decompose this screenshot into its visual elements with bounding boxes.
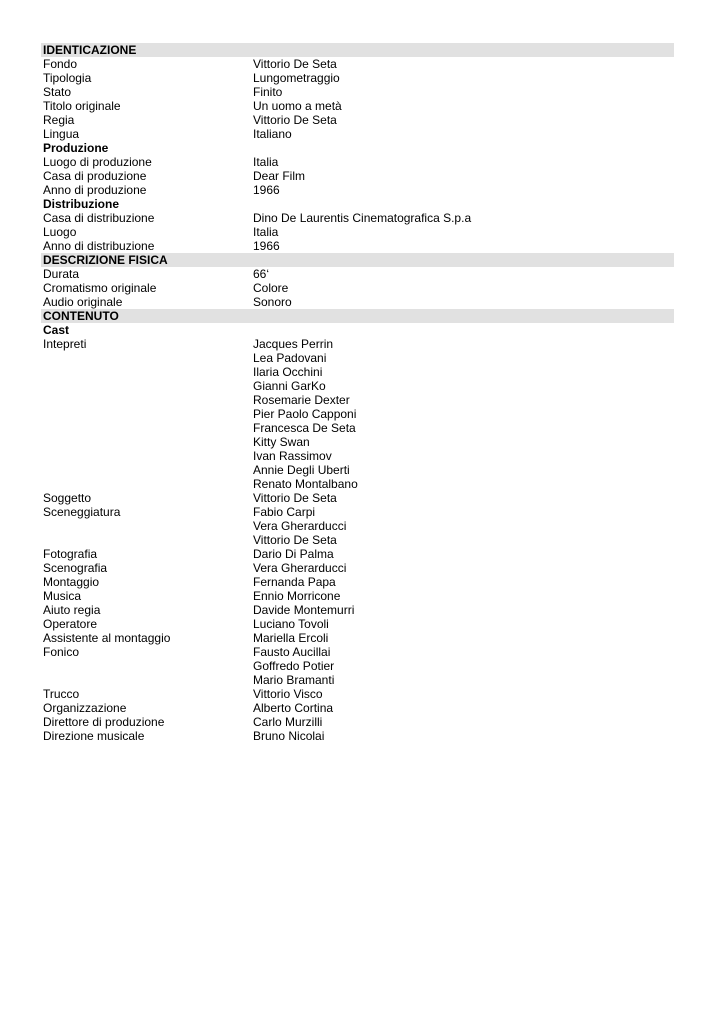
- field-value: Lungometraggio: [253, 71, 340, 85]
- field-label: Luogo di produzione: [43, 155, 152, 169]
- field-row: [41, 155, 674, 169]
- field-value: Vera Gherarducci: [253, 561, 347, 575]
- field-value: Dario Di Palma: [253, 547, 334, 561]
- field-label: Direttore di produzione: [43, 715, 165, 729]
- field-value: Ennio Morricone: [253, 589, 341, 603]
- field-row: [41, 449, 674, 463]
- field-label: Organizzazione: [43, 701, 127, 715]
- field-value: 1966: [253, 183, 280, 197]
- field-row: [41, 169, 674, 183]
- field-value: Italiano: [253, 127, 292, 141]
- field-label: Lingua: [43, 127, 80, 141]
- field-value: Fabio Carpi: [253, 505, 316, 519]
- field-value: Vera Gherarducci: [253, 519, 347, 533]
- field-value: Vittorio Visco: [253, 687, 323, 701]
- field-row: [41, 463, 674, 477]
- field-value: Pier Paolo Capponi: [253, 407, 357, 421]
- field-row: [41, 603, 674, 617]
- section-header: [41, 43, 674, 57]
- field-row: [41, 729, 674, 743]
- field-label: Regia: [43, 113, 75, 127]
- field-row: [41, 239, 674, 253]
- field-row: [41, 365, 674, 379]
- field-row: [41, 575, 674, 589]
- field-row: [41, 617, 674, 631]
- field-row: [41, 435, 674, 449]
- section-header: [41, 253, 674, 267]
- field-row: [41, 337, 674, 351]
- field-row: [41, 701, 674, 715]
- field-label: Casa di distribuzione: [43, 211, 155, 225]
- field-label: Casa di produzione: [43, 169, 147, 183]
- field-value: Ivan Rassimov: [253, 449, 332, 463]
- field-row: [41, 85, 674, 99]
- field-label: Tipologia: [43, 71, 92, 85]
- field-value: Luciano Tovoli: [253, 617, 329, 631]
- section-title: IDENTICAZIONE: [43, 43, 137, 57]
- field-value: Finito: [253, 85, 283, 99]
- section-header: [41, 309, 674, 323]
- field-label: Audio originale: [43, 295, 123, 309]
- field-row: [41, 673, 674, 687]
- field-value: Renato Montalbano: [253, 477, 358, 491]
- field-label: Montaggio: [43, 575, 100, 589]
- field-value: Bruno Nicolai: [253, 729, 325, 743]
- subsection-header: [41, 323, 674, 337]
- field-row: [41, 491, 674, 505]
- field-value: Vittorio De Seta: [253, 533, 337, 547]
- field-row: [41, 281, 674, 295]
- field-label: Aiuto regia: [43, 603, 101, 617]
- field-row: [41, 421, 674, 435]
- subsection-title: Cast: [43, 323, 70, 337]
- field-value: Annie Degli Uberti: [253, 463, 350, 477]
- field-row: [41, 295, 674, 309]
- field-row: [41, 379, 674, 393]
- field-label: Trucco: [43, 687, 80, 701]
- field-label: Durata: [43, 267, 80, 281]
- field-label: Soggetto: [43, 491, 92, 505]
- field-row: [41, 407, 674, 421]
- field-label: Intepreti: [43, 337, 87, 351]
- field-value: Jacques Perrin: [253, 337, 334, 351]
- field-label: Luogo: [43, 225, 77, 239]
- field-row: [41, 505, 674, 519]
- field-row: [41, 57, 674, 71]
- field-label: Titolo originale: [43, 99, 121, 113]
- field-row: [41, 183, 674, 197]
- field-value: Mariella Ercoli: [253, 631, 329, 645]
- field-label: Anno di produzione: [43, 183, 147, 197]
- field-row: [41, 533, 674, 547]
- field-value: 66‘: [253, 267, 270, 281]
- field-value: Un uomo a metà: [253, 99, 342, 113]
- field-value: Kitty Swan: [253, 435, 310, 449]
- field-row: [41, 267, 674, 281]
- field-label: Cromatismo originale: [43, 281, 157, 295]
- field-row: [41, 687, 674, 701]
- field-row: [41, 351, 674, 365]
- field-value: Italia: [253, 155, 279, 169]
- section-title: DESCRIZIONE FISICA: [43, 253, 168, 267]
- subsection-title: Produzione: [43, 141, 109, 155]
- field-row: [41, 477, 674, 491]
- field-value: Dear Film: [253, 169, 306, 183]
- field-value: Ilaria Occhini: [253, 365, 323, 379]
- field-value: Fernanda Papa: [253, 575, 336, 589]
- field-row: [41, 561, 674, 575]
- section-title: CONTENUTO: [43, 309, 119, 323]
- field-value: Rosemarie Dexter: [253, 393, 350, 407]
- field-label: Musica: [43, 589, 82, 603]
- field-value: Vittorio De Seta: [253, 113, 337, 127]
- field-value: Colore: [253, 281, 289, 295]
- subsection-header: [41, 197, 674, 211]
- field-label: Anno di distribuzione: [43, 239, 155, 253]
- field-value: Sonoro: [253, 295, 292, 309]
- field-row: [41, 631, 674, 645]
- field-value: Davide Montemurri: [253, 603, 355, 617]
- field-label: Assistente al montaggio: [43, 631, 171, 645]
- field-value: Vittorio De Seta: [253, 491, 337, 505]
- field-value: Gianni GarKo: [253, 379, 326, 393]
- field-row: [41, 113, 674, 127]
- field-value: Alberto Cortina: [253, 701, 334, 715]
- field-value: 1966: [253, 239, 280, 253]
- film-record-sheet: [41, 43, 674, 743]
- field-label: Operatore: [43, 617, 98, 631]
- field-row: [41, 547, 674, 561]
- field-row: [41, 519, 674, 533]
- field-row: [41, 211, 674, 225]
- field-value: Carlo Murzilli: [253, 715, 323, 729]
- field-label: Fondo: [43, 57, 78, 71]
- field-row: [41, 645, 674, 659]
- field-row: [41, 589, 674, 603]
- field-value: Dino De Laurentis Cinematografica S.p.a: [253, 211, 472, 225]
- field-row: [41, 225, 674, 239]
- field-label: Sceneggiatura: [43, 505, 121, 519]
- field-value: Lea Padovani: [253, 351, 327, 365]
- field-value: Fausto Aucillai: [253, 645, 331, 659]
- field-value: Italia: [253, 225, 279, 239]
- field-row: [41, 71, 674, 85]
- field-value: Mario Bramanti: [253, 673, 335, 687]
- field-value: Francesca De Seta: [253, 421, 356, 435]
- field-label: Stato: [43, 85, 72, 99]
- subsection-title: Distribuzione: [43, 197, 120, 211]
- field-row: [41, 715, 674, 729]
- field-row: [41, 393, 674, 407]
- field-label: Fotografia: [43, 547, 98, 561]
- field-row: [41, 659, 674, 673]
- field-label: Fonico: [43, 645, 80, 659]
- field-row: [41, 127, 674, 141]
- field-value: Vittorio De Seta: [253, 57, 337, 71]
- field-label: Scenografia: [43, 561, 108, 575]
- field-label: Direzione musicale: [43, 729, 145, 743]
- field-value: Goffredo Potier: [253, 659, 335, 673]
- field-row: [41, 99, 674, 113]
- subsection-header: [41, 141, 674, 155]
